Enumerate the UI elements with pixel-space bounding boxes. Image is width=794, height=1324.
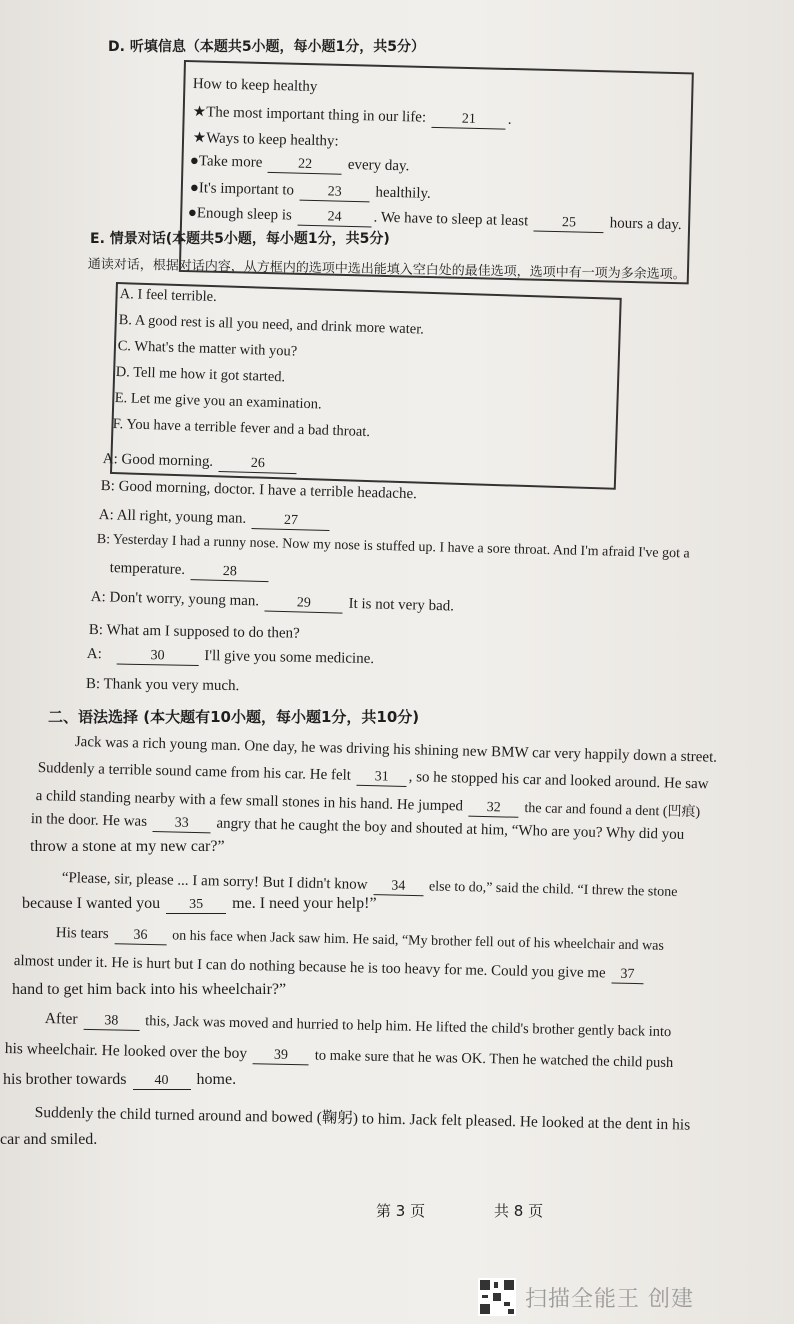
- passage-line-6-text: “Please, sir, please ... I am sorry! But I didn't know: [61, 870, 368, 893]
- section-d-heading: D. 听填信息（本题共5小题，每小题1分，共5分）: [108, 39, 426, 55]
- blank-33[interactable]: 33: [153, 815, 211, 833]
- passage-line-3-text: a child standing nearby with a few small stones in his hand. He jumped: [35, 787, 464, 815]
- option-c: C. What's the matter with you?: [117, 338, 298, 360]
- page-total: 共 8 页: [494, 1202, 544, 1220]
- blank-36[interactable]: 36: [114, 927, 166, 945]
- blank-25[interactable]: 25: [534, 214, 604, 233]
- dialog-line-6-end: It is not very bad.: [348, 595, 455, 615]
- passage-line-15: car and smiled.: [0, 1131, 98, 1148]
- dialog-line-8-speaker: A:: [86, 646, 102, 663]
- blank-21[interactable]: 21: [432, 111, 506, 130]
- notes-line-4-text: ●It's important to: [189, 180, 295, 199]
- passage-line-1: Jack was a rich young man. One day, he was driving his shining new BMW car very happily down a street.: [74, 734, 718, 766]
- notes-line-2: ★Ways to keep healthy:: [192, 129, 339, 150]
- blank-27[interactable]: 27: [252, 512, 330, 531]
- blank-30[interactable]: 30: [116, 648, 198, 666]
- passage-line-8: [56, 925, 664, 956]
- section-e-heading: E. 情景对话(本题共5小题，每小题1分，共5分): [90, 231, 390, 247]
- passage-line-9-text: almost under it. He is hurt but I can do nothing because he is too heavy for me. Could you give me: [13, 953, 606, 982]
- passage-line-13-end: home.: [196, 1071, 237, 1088]
- passage-line-11-text: After: [44, 1010, 78, 1028]
- notes-line-5-text: ●Enough sleep is: [187, 205, 293, 224]
- blank-34[interactable]: 34: [373, 878, 423, 896]
- blank-28[interactable]: 28: [191, 563, 269, 582]
- blank-31[interactable]: 31: [356, 769, 406, 787]
- blank-39[interactable]: 39: [253, 1047, 309, 1065]
- passage-line-9: [14, 953, 646, 984]
- blank-37[interactable]: 37: [611, 967, 643, 985]
- notes-line-1-end: .: [507, 111, 512, 128]
- passage-line-6-end: else to do,” said the child. “I threw the stone: [428, 879, 678, 900]
- passage-line-12: [5, 1040, 674, 1073]
- blank-23[interactable]: 23: [300, 184, 370, 203]
- dialog-line-4: B: Yesterday I had a runny nose. Now my nose is stuffed up. I have a sore throat. And I'm afraid I've got a: [96, 532, 690, 562]
- passage-line-13: [3, 1071, 236, 1090]
- blank-40[interactable]: 40: [133, 1073, 191, 1090]
- passage-line-3-end: the car and found a dent (凹痕): [524, 800, 701, 821]
- dialog-line-8: [87, 646, 375, 669]
- passage-line-8-end: on his face when Jack saw him. He said, “My brother fell out of his wheelchair and was: [172, 928, 665, 954]
- notes-line-3-end: every day.: [347, 156, 410, 175]
- dialog-line-6-text: A: Don't worry, young man.: [90, 589, 260, 610]
- notes-line-3-text: ●Take more: [189, 153, 263, 171]
- passage-line-4-text: in the door. He was: [30, 811, 148, 830]
- option-d: D. Tell me how it got started.: [115, 364, 286, 386]
- passage-line-2-end: , so he stopped his car and looked around. He saw: [408, 769, 709, 793]
- notes-line-5-end: hours a day.: [609, 215, 682, 234]
- passage-line-8-text: His tears: [55, 925, 109, 943]
- scanner-watermark: 扫描全能王 创建: [525, 1287, 694, 1312]
- dialog-line-1-text: A: Good morning.: [102, 451, 214, 470]
- passage-line-7-end: me. I need your help!”: [232, 895, 377, 912]
- dialog-line-5: [110, 560, 272, 582]
- passage-line-7-text: because I wanted you: [22, 895, 161, 912]
- blank-26[interactable]: 26: [219, 455, 297, 474]
- blank-38[interactable]: 38: [83, 1013, 139, 1031]
- dialog-line-8-end: I'll give you some medicine.: [204, 648, 375, 668]
- notes-title: How to keep healthy: [192, 76, 318, 96]
- blank-29[interactable]: 29: [265, 595, 343, 614]
- passage-line-4-end: angry that he caught the boy and shouted at him, “Who are you? Why did you: [216, 815, 685, 843]
- page-number: 第 3 页: [376, 1202, 426, 1220]
- passage-line-14: Suddenly the child turned around and bowed (鞠躬) to him. Jack felt pleased. He looked at the dent in his: [34, 1103, 691, 1134]
- passage-line-10: hand to get him back into his wheelchair?”: [12, 981, 287, 998]
- option-e: E. Let me give you an examination.: [114, 390, 322, 413]
- passage-line-12-end: to make sure that he was OK. Then he watched the child push: [314, 1047, 674, 1071]
- dialog-line-9: B: Thank you very much.: [85, 676, 240, 695]
- notes-line-4-end: healthily.: [375, 184, 431, 202]
- passage-line-11: [45, 1010, 672, 1042]
- dialog-line-6: [91, 589, 455, 617]
- option-a: A. I feel terrible.: [119, 286, 217, 306]
- blank-24[interactable]: 24: [297, 209, 371, 228]
- passage-line-5: throw a stone at my new car?”: [30, 838, 225, 855]
- blank-32[interactable]: 32: [469, 800, 519, 818]
- passage-line-2-text: Suddenly a terrible sound came from his car. He felt: [37, 760, 352, 784]
- dialog-line-3-text: A: All right, young man.: [98, 507, 247, 527]
- blank-35[interactable]: 35: [166, 897, 226, 914]
- passage-line-7: [22, 895, 377, 914]
- option-f: F. You have a terrible fever and a bad throat.: [112, 416, 371, 441]
- notes-line-1-text: ★The most important thing in our life:: [192, 103, 427, 126]
- option-b: B. A good rest is all you need, and drink more water.: [118, 312, 425, 338]
- passage-line-12-text: his wheelchair. He looked over the boy: [4, 1040, 248, 1063]
- dialog-line-2: B: Good morning, doctor. I have a terrible headache.: [100, 478, 418, 503]
- passage-line-13-text: his brother towards: [3, 1071, 127, 1088]
- qr-code-icon: [478, 1278, 516, 1316]
- section-e-instruction: 通读对话，根据对话内容，从方框内的选项中选出能填入空白处的最佳选项，选项中有一项为多余选项。: [87, 256, 686, 283]
- dialog-line-5-text: temperature.: [109, 560, 186, 578]
- section-two-heading: 二、语法选择 (本大题有10小题，每小题1分，共10分): [48, 708, 420, 726]
- dialog-line-3: [99, 507, 333, 531]
- dialog-line-7: B: What am I supposed to do then?: [88, 622, 300, 642]
- blank-22[interactable]: 22: [268, 156, 342, 175]
- notes-line-5-mid: . We have to sleep at least: [373, 209, 529, 230]
- passage-line-11-end: this, Jack was moved and hurried to help him. He lifted the child's brother gently back into: [145, 1013, 672, 1041]
